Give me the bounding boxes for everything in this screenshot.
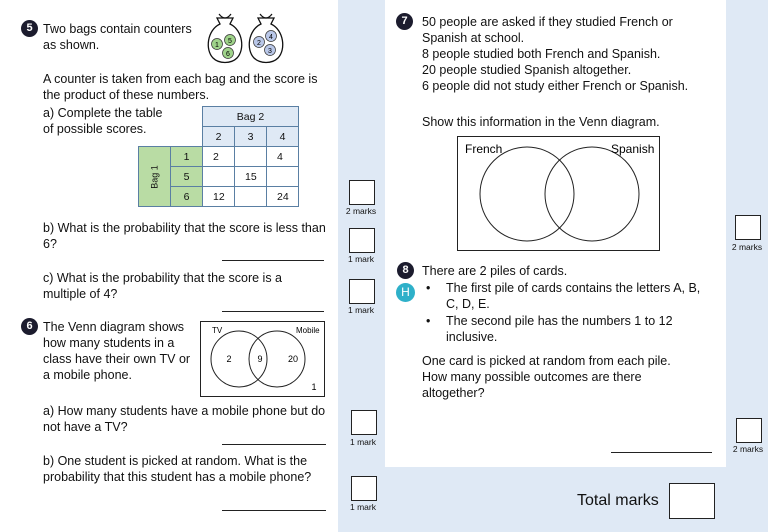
question-5-number: 5: [21, 20, 38, 37]
venn-label-mobile: Mobile: [296, 326, 320, 335]
q6-part-b-text: b) One student is picked at random. What is the probability that this student has a mobile phone?: [43, 454, 312, 484]
q8-marks-label: 2 marks: [732, 444, 764, 454]
q5-c-answer-line[interactable]: [222, 311, 324, 312]
list-item: • The first pile of cards contains the letters A, B, C, D, E.: [422, 280, 712, 312]
french-spanish-venn-diagram[interactable]: [457, 136, 660, 251]
table-cell[interactable]: [235, 147, 267, 167]
q5-intro: Two bags contain counters as shown.: [43, 22, 192, 52]
counter-bags-illustration: [203, 10, 293, 66]
question-6-number: 6: [21, 318, 38, 335]
q6-a-marks-label: 1 mark: [350, 437, 376, 447]
q7-instruction: Show this information in the Venn diagram.: [422, 115, 660, 129]
table-cell[interactable]: 2: [203, 147, 235, 167]
q5-description: A counter is taken from each bag and the score is the product of these numbers.: [43, 72, 318, 102]
higher-tier-badge: H: [396, 283, 415, 302]
table-cell[interactable]: 15: [235, 167, 267, 187]
total-marks-box[interactable]: [669, 483, 715, 519]
total-marks-label: Total marks: [577, 492, 659, 509]
venn-only-tv: 2: [226, 354, 232, 364]
tv-mobile-venn-diagram: [200, 321, 325, 397]
q5-b-answer-line[interactable]: [222, 260, 324, 261]
q5-b-mark-box[interactable]: [349, 228, 375, 253]
q6-part-a-text: a) How many students have a mobile phone but do not have a TV?: [43, 404, 326, 434]
q5-c-marks-label: 1 mark: [348, 305, 374, 315]
table-row-label: 1: [171, 147, 203, 167]
venn-only-mobile: 20: [287, 354, 299, 364]
q7-marks-label: 2 marks: [731, 242, 763, 252]
scores-table: [138, 106, 299, 207]
q5-part-a-text: a) Complete the table of possible scores.: [43, 106, 163, 136]
q8-mark-box[interactable]: [736, 418, 762, 443]
venn-outside: 1: [311, 382, 317, 392]
table-cell[interactable]: 12: [203, 187, 235, 207]
q8-intro: There are 2 piles of cards.: [422, 264, 568, 278]
question-7-number: 7: [396, 13, 413, 30]
q6-b-answer-line[interactable]: [222, 510, 326, 511]
q6-intro: The Venn diagram shows how many students in a class have their own TV or a mobile phone.: [43, 320, 191, 382]
venn-label-spanish: Spanish: [611, 142, 655, 156]
list-item: • The second pile has the numbers 1 to 12 inclusive.: [422, 313, 712, 345]
bag-1: [208, 14, 241, 63]
q5-a-marks-label: 2 marks: [345, 206, 377, 216]
q6-b-mark-box[interactable]: [351, 476, 377, 501]
middle-margin-strip: [338, 0, 385, 532]
bag2-counter-b: 2: [257, 40, 261, 47]
table-col-label: 3: [235, 127, 267, 147]
table-cell[interactable]: [203, 167, 235, 187]
q5-part-c-text: c) What is the probability that the score is a multiple of 4?: [43, 271, 282, 301]
q8-answer-line[interactable]: [611, 452, 712, 453]
table-row-header: Bag 1: [139, 147, 171, 207]
q7-text: 50 people are asked if they studied French or Spanish at school. 8 people studied both French and Spanish. 20 people studied Spanish altogether. 6 people did not study either French or Spanish.: [422, 15, 689, 93]
bag-2: [249, 14, 282, 63]
bag1-counter-b: 5: [228, 38, 232, 45]
q6-a-answer-line[interactable]: [222, 444, 326, 445]
table-cell[interactable]: 4: [267, 147, 299, 167]
venn-label-tv: TV: [212, 326, 223, 335]
bag2-counter-c: 3: [268, 48, 272, 55]
q8-bullet-list: [422, 280, 712, 346]
q8-question: One card is picked at random from each pile. How many possible outcomes are there altogether?: [422, 354, 671, 400]
table-col-header: Bag 2: [203, 107, 299, 127]
q5-a-mark-box[interactable]: [349, 180, 375, 205]
table-col-label: 2: [203, 127, 235, 147]
q7-mark-box[interactable]: [735, 215, 761, 240]
venn-both: 9: [257, 354, 263, 364]
bag1-counter-c: 6: [226, 51, 230, 58]
table-cell[interactable]: [267, 167, 299, 187]
table-cell[interactable]: 24: [267, 187, 299, 207]
q6-b-marks-label: 1 mark: [350, 502, 376, 512]
q6-a-mark-box[interactable]: [351, 410, 377, 435]
question-8-number: 8: [397, 262, 414, 279]
bag2-counter-a: 4: [269, 34, 273, 41]
bag1-counter-a: 1: [215, 42, 219, 49]
table-row-label: 6: [171, 187, 203, 207]
q5-b-marks-label: 1 mark: [348, 254, 374, 264]
table-cell[interactable]: [235, 187, 267, 207]
table-row-label: 5: [171, 167, 203, 187]
venn-label-french: French: [465, 142, 503, 156]
q5-part-b-text: b) What is the probability that the score is less than 6?: [43, 221, 326, 251]
q5-c-mark-box[interactable]: [349, 279, 375, 304]
table-col-label: 4: [267, 127, 299, 147]
